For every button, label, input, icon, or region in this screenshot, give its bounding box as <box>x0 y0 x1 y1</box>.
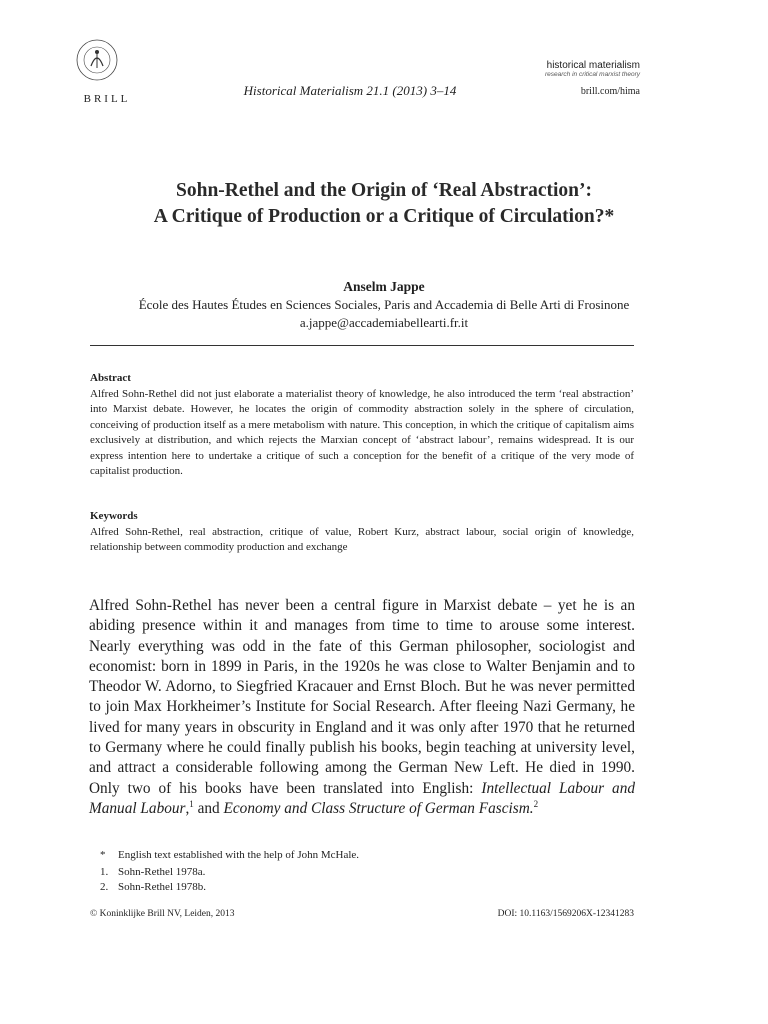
journal-url-link[interactable]: brill.com/hima <box>580 86 640 97</box>
journal-reference: Historical Materialism 21.1 (2013) 3–14 <box>243 83 457 98</box>
book-title-1: Intellectual Labour and Manual Labour <box>89 779 635 817</box>
journal-brand-name: historical materialism <box>546 60 640 71</box>
publisher-name: BRILL <box>83 93 131 105</box>
body-text-main: Alfred Sohn-Rethel has never been a central figure in Marxist debate – yet he is an abiding presence within it and manages from time to time to arouse some interest. Nearly everything was odd in the fate of this German philosopher, sociologist and economist: born in 1899 in Paris, in the 1920s he was close to Walter Benjamin and to Theodor W. Adorno, to Siegfried Kracauer and Ernst Bloch. But he was never permitted to join Max Horkheimer’s Institute for Social Research. After fleeing Nazi Germany, he lived for many years in obscurity in England and it was only after 1970 that he returned to Germany where he could finally publish his books, begin teaching at university level, and attract a considerable following among the German New Left. He died in 1990. Only two of his books have been translated into English: <box>89 597 635 797</box>
footnote-ref-2[interactable]: 2 <box>533 798 539 809</box>
copyright-notice: © Koninklijke Brill NV, Leiden, 2013 <box>90 909 235 919</box>
book-title-2: Economy and Class Structure of German Fascism. <box>223 799 534 817</box>
title-line-2: A Critique of Production or a Critique of Circulation?* <box>153 206 615 227</box>
journal-brand-tagline: research in critical marxist theory <box>545 71 640 78</box>
footnote-ref-1[interactable]: 1 <box>189 798 194 809</box>
footnote-mark: * <box>100 849 106 861</box>
abstract-text: Alfred Sohn-Rethel did not just elaborate a materialist theory of knowledge, he also introduced the term ‘real abstraction’ into Marxist debate. However, he locates the origin of commodity abstraction solely in the sphere of circulation, conceiving of production itself as a mere metabolism with nature. This conception, in which the critique of capitalism aims exclusively at distribution, and which rejects the Marxian concept of ‘abstract labour’, remains widespread. It is our express intention here to undertake a critique of such a conception for the benefit of a critique of the very mode of capitalist production. <box>90 387 634 477</box>
footnote-1 <box>100 866 620 878</box>
footnote-star <box>100 849 620 861</box>
footnote-text: Sohn-Rethel 1978b. <box>118 881 206 893</box>
doi-link[interactable]: DOI: 10.1163/1569206X-12341283 <box>497 909 634 919</box>
brill-seal-icon <box>75 38 119 82</box>
footnote-mark: 2. <box>100 881 109 893</box>
keywords-text: Alfred Sohn-Rethel, real abstraction, critique of value, Robert Kurz, abstract labour, social origin of knowledge, relationship between commodity production and exchange <box>90 525 634 553</box>
footnote-text: Sohn-Rethel 1978a. <box>118 866 206 878</box>
footnote-text: English text established with the help of John McHale. <box>118 849 360 861</box>
journal-brand <box>528 60 640 78</box>
publisher-logo <box>75 38 139 105</box>
author-email-link[interactable]: a.jappe@accademiabellearti.fr.it <box>299 315 469 330</box>
body-text-and: and <box>193 799 224 817</box>
author-name: Anselm Jappe <box>343 279 425 294</box>
footnote-2 <box>100 881 620 893</box>
abstract-section <box>90 371 634 480</box>
footnote-mark: 1. <box>100 866 109 878</box>
abstract-heading: Abstract <box>90 372 131 384</box>
body-paragraph: Alfred Sohn-Rethel has never been a central figure in Marxist debate – yet he is an abiding presence within it and manages from time to time to arouse some interest. Nearly everything was odd in the fate of this German philosopher, sociologist and economist: born in 1899 in Paris, in the 1920s he was close to Walter Benjamin and to Theodor W. Adorno, to Siegfried Kracauer and Ernst Bloch. But he was never permitted to join Max Horkheimer’s Institute for Social Research. After fleeing Nazi Germany, he lived for many years in obscurity in England and it was only after 1970 that he returned to Germany where he could finally publish his books, begin teaching at university level, and attract a considerable following among the German New Left. He died in 1990. Only two of his books have been translated into English: Intellectual Labour and Manual Labour,$^1$ and Economy and Class Structure of German Fascism.$^2$ <box>89 597 635 817</box>
article-title <box>60 178 708 230</box>
title-line-1: Sohn-Rethel and the Origin of ‘Real Abstraction’: <box>176 180 592 201</box>
keywords-heading: Keywords <box>90 510 138 522</box>
divider <box>90 345 634 346</box>
author-affiliation: École des Hautes Études en Sciences Sociales, Paris and Accademia di Belle Arti di Frosinone <box>138 297 630 312</box>
keywords-section <box>90 509 634 556</box>
